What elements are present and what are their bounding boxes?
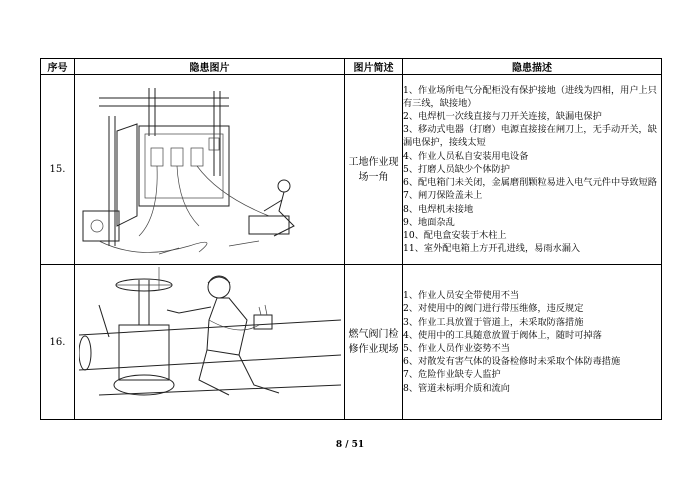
- desc-line: 7、危险作业缺专人监护: [403, 369, 501, 381]
- hazard-image-gas-valve: [75, 265, 345, 420]
- electrical-site-illustration: [79, 76, 341, 260]
- desc-line: 10、配电盒安装于木柱上: [403, 229, 507, 241]
- desc-line: 7、闸刀保险盖未上: [403, 190, 483, 202]
- desc-line: 6、对散发有害气体的设备检修时未采取个体防毒措施: [403, 356, 621, 368]
- desc-line: 5、作业人员作业姿势不当: [403, 343, 510, 354]
- desc-line: 3、作业工具放置于管道上，未采取防落措施: [403, 316, 584, 328]
- header-image: 隐患图片: [75, 59, 345, 75]
- row-brief: 工地作业现场一角: [345, 75, 403, 265]
- desc-line: 3、移动式电器（打磨）电源直接接在闸刀上，无手动开关，缺漏电保护，接线太短: [403, 124, 657, 149]
- table-row: [41, 75, 662, 265]
- row-seq: 15.: [41, 75, 75, 265]
- page-number: 8 / 51: [335, 440, 365, 450]
- desc-line: 4、使用中的工具随意放置于阀体上，随时可掉落: [403, 329, 602, 341]
- hazard-image-electrical-site: [75, 75, 345, 265]
- row-description: [403, 265, 662, 420]
- desc-line: 6、配电箱门未关闭，金属磨削颗粒易进入电气元件中导致短路: [403, 177, 657, 189]
- table-row: [41, 265, 662, 420]
- desc-line: 1、作业场所电气分配柜没有保护接地（进线为四相，用户上只有三线，缺接地）: [403, 84, 657, 109]
- header-brief: 图片简述: [345, 59, 403, 75]
- row-description: [403, 75, 662, 265]
- gas-valve-illustration: [79, 265, 341, 415]
- desc-line: 2、电焊机一次线直接与刀开关连接，缺漏电保护: [403, 111, 602, 123]
- hazard-table: [40, 58, 662, 420]
- desc-line: 8、管道未标明介质和流向: [403, 382, 510, 394]
- desc-line: 11、室外配电箱上方开孔进线，易雨水漏入: [403, 243, 581, 255]
- desc-line: 5、打磨人员缺少个体防护: [403, 163, 510, 175]
- desc-line: 4、作业人员私自安装用电设备: [403, 150, 529, 162]
- row-seq: 16.: [41, 265, 75, 420]
- header-description: 隐患描述: [403, 59, 662, 75]
- table-header-row: [41, 59, 662, 75]
- header-seq: 序号: [41, 59, 75, 75]
- desc-line: 1、作业人员安全带使用不当: [403, 290, 520, 302]
- row-brief: 燃气阀门检修作业现场: [345, 265, 403, 420]
- desc-line: 2、对使用中的阀门进行带压维修，违反规定: [403, 303, 584, 315]
- desc-line: 9、地面杂乱: [403, 216, 455, 228]
- desc-line: 8、电焊机未接地: [403, 203, 474, 215]
